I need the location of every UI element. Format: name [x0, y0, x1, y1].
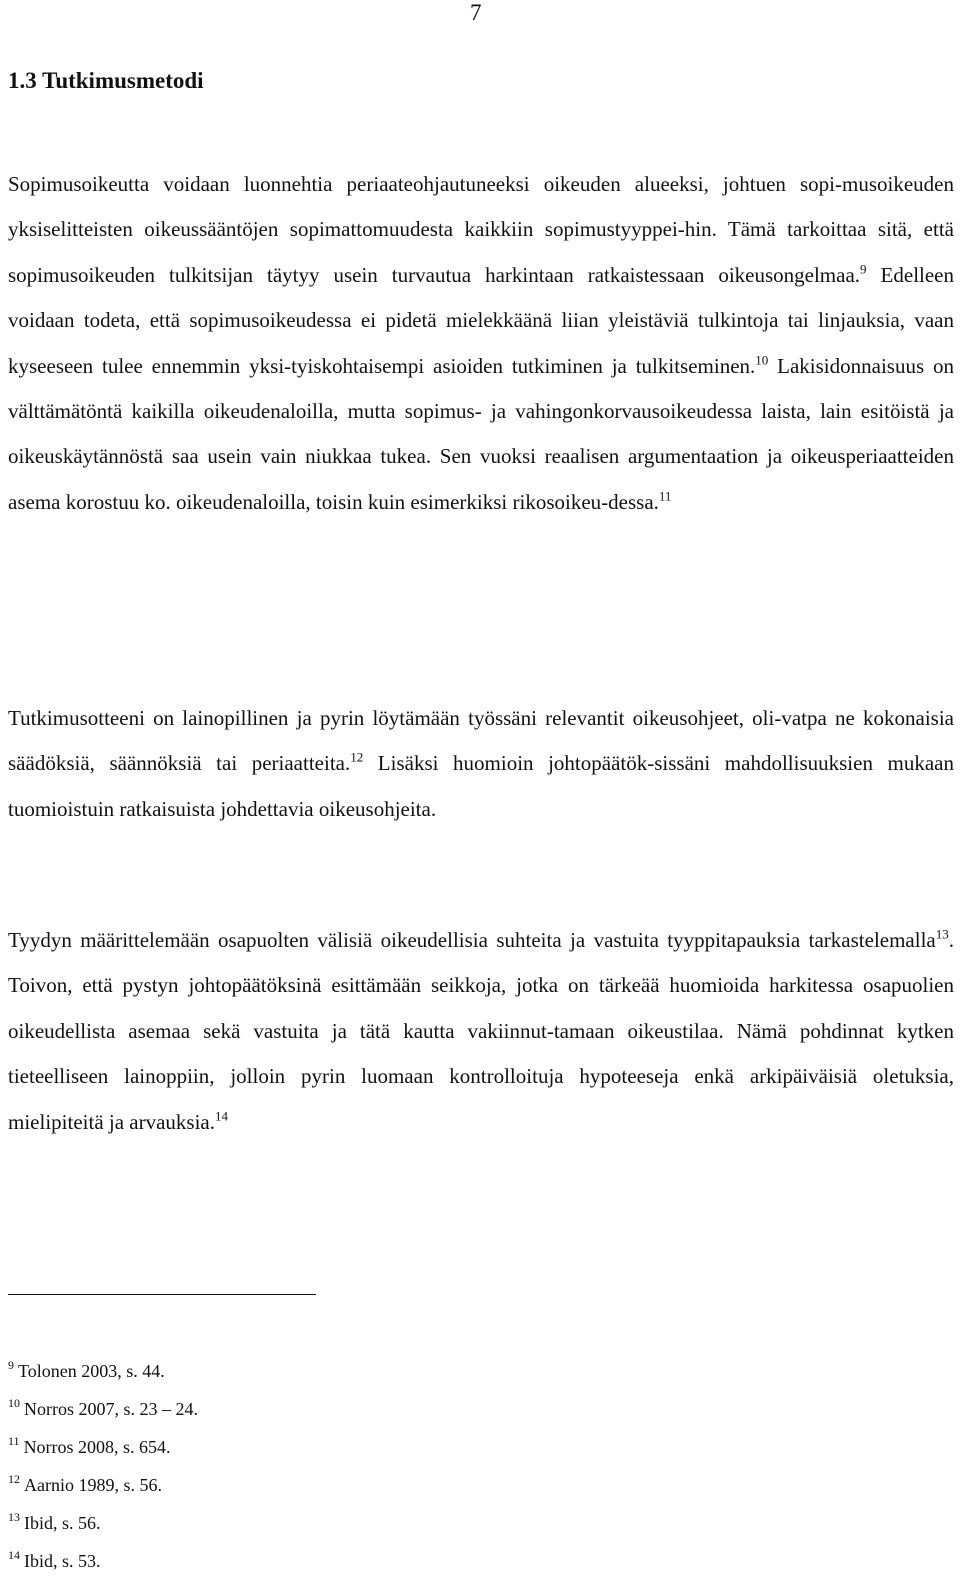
footnote-item [8, 1466, 198, 1504]
footnote-text: Ibid, s. 53. [24, 1551, 101, 1571]
footnote-item [8, 1390, 198, 1428]
footnote-number: 11 [8, 1434, 20, 1449]
paragraph-text: Sopimusoikeutta voidaan luonnehtia periaateohjautuneeksi oikeuden alueeksi, johtuen sopi-musoikeuden yksiselitteisten oikeussääntöjen sopimattomuudesta kaikkiin sopimustyyppei-hin. Tämä tarkoittaa sitä, että sopimusoikeuden tulkitsijan täytyy usein turvautua harkintaan ratkaistessaan oikeusongelmaa. [8, 172, 954, 287]
footnote-text: Aarnio 1989, s. 56. [24, 1475, 162, 1495]
footnote-number: 10 [8, 1396, 20, 1411]
footnote-ref-14: 14 [215, 1108, 229, 1124]
footnote-ref-12: 12 [350, 749, 364, 765]
footnote-text: Ibid, s. 56. [24, 1513, 101, 1533]
footnote-number: 14 [8, 1548, 20, 1563]
paragraph-text: Edelleen voidaan todeta, että sopimusoikeudessa ei pidetä mielekkäänä liian yleistäviä tulkintoja tai linjauksia, vaan kyseeseen tulee ennemmin yksi-tyiskohtaisempi asioiden tutkiminen ja tulkitseminen. [8, 262, 955, 378]
footnote-item [8, 1504, 198, 1542]
footnote-number: 13 [8, 1510, 20, 1525]
body-paragraph-3 [8, 918, 954, 1145]
paragraph-text: Lakisidonnaisuus on välttämätöntä kaikilla oikeudenaloilla, mutta sopimus- ja vahingonkorvausoikeudessa laista, lain esitöistä ja oikeuskäytännöstä saa usein vain niukkaa tukea. Sen vuoksi reaalisen argumentaation ja oikeusperiaatteiden asema korostuu ko. oikeudenaloilla, toisin kuin esimerkiksi rikosoikeu-dessa. [8, 353, 955, 514]
footnote-separator [8, 1294, 316, 1295]
paragraph-text: Tutkimusotteeni on lainopillinen ja pyrin löytämään työssäni relevantit oikeusohjeet, oli-vatpa ne kokonaisia säädöksiä, säännöksiä tai periaatteita. [8, 706, 954, 776]
footnote-number: 12 [8, 1472, 20, 1487]
body-paragraph-2 [8, 696, 954, 832]
footnote-ref-9: 9 [860, 261, 867, 277]
paragraph-text: . Toivon, että pystyn johtopäätöksinä esittämään seikkoja, jotka on tärkeää huomioida harkitessa osapuolien oikeudellista asemaa sekä vastuita ja tätä kautta vakiinnut-tamaan oikeustilaa. Nämä pohdinnat kytken tieteelliseen lainoppiin, jolloin pyrin luomaan kontrolloituja hypoteeseja enkä arkipäiväisiä oletuksia, mielipiteitä ja arvauksia. [8, 928, 954, 1134]
footnote-ref-13: 13 [935, 926, 949, 942]
footnote-text: Norros 2008, s. 654. [23, 1437, 171, 1457]
footnote-item [8, 1352, 198, 1390]
page-number: 7 [470, 0, 482, 25]
body-paragraph-1 [8, 162, 954, 525]
footnote-item [8, 1542, 198, 1580]
footnote-text: Norros 2007, s. 23 – 24. [24, 1399, 198, 1419]
section-heading: 1.3 Tutkimusmetodi [8, 68, 204, 93]
footnote-text: Tolonen 2003, s. 44. [18, 1361, 165, 1381]
paragraph-text: Lisäksi huomioin johtopäätök-sissäni mahdollisuuksien mukaan tuomioistuin ratkaisuista johdettavia oikeusohjeita. [8, 751, 954, 821]
paragraph-text: Tyydyn määrittelemään osapuolten välisiä oikeudellisia suhteita ja vastuita tyyppitapauksia tarkastelemalla [8, 928, 936, 952]
footnote-ref-10: 10 [755, 352, 769, 368]
footnote-list [8, 1352, 198, 1580]
footnote-item [8, 1428, 198, 1466]
footnote-ref-11: 11 [658, 488, 672, 504]
footnote-number: 9 [8, 1358, 14, 1373]
